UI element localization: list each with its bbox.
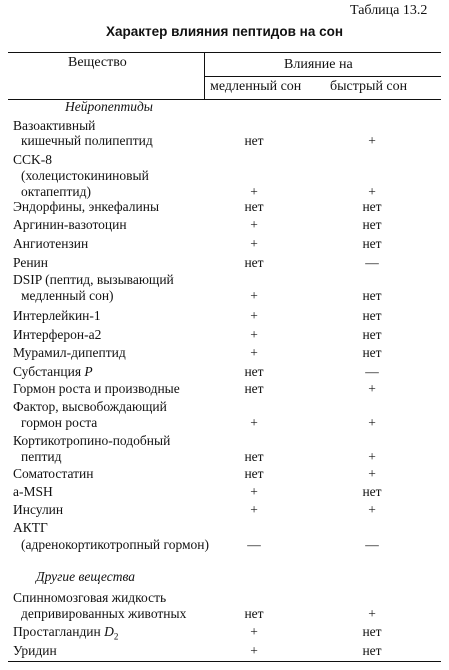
substance-name: DSIP (пептид, вызывающий [13, 272, 174, 287]
fast-sleep-effect: нет [362, 327, 382, 342]
slow-sleep-effect: + [250, 308, 258, 323]
substance-name: гормон роста [21, 415, 98, 430]
substance-name: Уридин [13, 643, 57, 658]
slow-sleep-effect: + [250, 643, 258, 658]
substance-name: Ренин [13, 255, 48, 270]
slow-sleep-effect: + [250, 415, 258, 430]
fast-sleep-effect: — [365, 255, 379, 270]
substance-name: октапептид) [21, 184, 91, 199]
fast-sleep-effect: + [368, 381, 376, 396]
fast-sleep-effect: нет [362, 199, 382, 214]
slow-sleep-effect: + [250, 184, 258, 199]
substance-name: Ангиотензин [13, 236, 89, 251]
substance-name: Аргинин-вазотоцин [13, 217, 127, 232]
slow-sleep-effect: + [250, 484, 258, 499]
slow-sleep-effect: нет [244, 381, 264, 396]
header-fast-sleep: быстрый сон [330, 79, 408, 94]
section-title: Другие вещества [36, 569, 135, 584]
substance-name: депривированных животных [21, 606, 187, 621]
fast-sleep-effect: + [368, 466, 376, 481]
substance-name: Соматостатин [13, 466, 94, 481]
slow-sleep-effect: нет [244, 133, 264, 148]
header-divider [204, 53, 205, 99]
fast-sleep-effect: нет [362, 217, 382, 232]
fast-sleep-effect: — [365, 364, 379, 379]
substance-name: пептид [21, 449, 62, 464]
slow-sleep-effect: + [250, 624, 258, 639]
substance-name: Субстанция P [13, 364, 93, 379]
substance-name: Гормон роста и производные [13, 381, 180, 396]
table-title: Характер влияния пептидов на сон [105, 24, 343, 39]
substance-name: Простагландин $D_2$ [13, 624, 119, 642]
fast-sleep-effect: + [368, 184, 376, 199]
substance-name: a-MSH [13, 484, 53, 499]
top-rule [8, 52, 441, 53]
fast-sleep-effect: + [368, 502, 376, 517]
header-substance: Вещество [68, 55, 127, 70]
fast-sleep-effect: нет [362, 643, 382, 658]
slow-sleep-effect: нет [244, 199, 264, 214]
substance-name: (адренокортикотропный гормон) [21, 537, 210, 552]
slow-sleep-effect: нет [244, 449, 264, 464]
header-subrule [204, 76, 441, 77]
substance-name: кишечный полипептид [21, 133, 153, 148]
section-title: Нейропептиды [65, 99, 153, 114]
slow-sleep-effect: нет [244, 606, 264, 621]
slow-sleep-effect: + [250, 502, 258, 517]
fast-sleep-effect: нет [362, 345, 382, 360]
header-effect: Влияние на [284, 57, 353, 72]
slow-sleep-effect: + [250, 236, 258, 251]
substance-name: Кортикотропино-подобный [13, 433, 171, 448]
substance-name: Эндорфины, энкефалины [13, 199, 160, 214]
fast-sleep-effect: нет [362, 484, 382, 499]
substance-name: Фактор, высвобождающий [13, 399, 167, 414]
fast-sleep-effect: нет [362, 288, 382, 303]
substance-name: CCK-8 [13, 152, 53, 167]
substance-name: медленный сон) [21, 288, 114, 303]
slow-sleep-effect: + [250, 217, 258, 232]
slow-sleep-effect: нет [244, 364, 264, 379]
substance-name: Интерферон-а2 [13, 327, 102, 342]
fast-sleep-effect: + [368, 449, 376, 464]
fast-sleep-effect: + [368, 415, 376, 430]
slow-sleep-effect: + [250, 345, 258, 360]
substance-name: Спинномозговая жидкость [13, 590, 167, 605]
fast-sleep-effect: нет [362, 236, 382, 251]
fast-sleep-effect: нет [362, 308, 382, 323]
substance-name: (холецистокининовый [21, 168, 149, 183]
substance-name: АКТГ [13, 520, 48, 535]
substance-name: Инсулин [13, 502, 64, 517]
bottom-rule [8, 661, 441, 662]
slow-sleep-effect: — [247, 537, 261, 552]
slow-sleep-effect: нет [244, 466, 264, 481]
substance-name: Вазоактивный [13, 118, 96, 133]
table-number: Таблица 13.2 [350, 3, 428, 18]
slow-sleep-effect: нет [244, 255, 264, 270]
fast-sleep-effect: + [368, 133, 376, 148]
header-slow-sleep: медленный сон [210, 79, 302, 94]
fast-sleep-effect: + [368, 606, 376, 621]
substance-name: Мурамил-дипептид [13, 345, 126, 360]
fast-sleep-effect: — [365, 537, 379, 552]
slow-sleep-effect: + [250, 288, 258, 303]
slow-sleep-effect: + [250, 327, 258, 342]
fast-sleep-effect: нет [362, 624, 382, 639]
substance-name: Интерлейкин-1 [13, 308, 101, 323]
